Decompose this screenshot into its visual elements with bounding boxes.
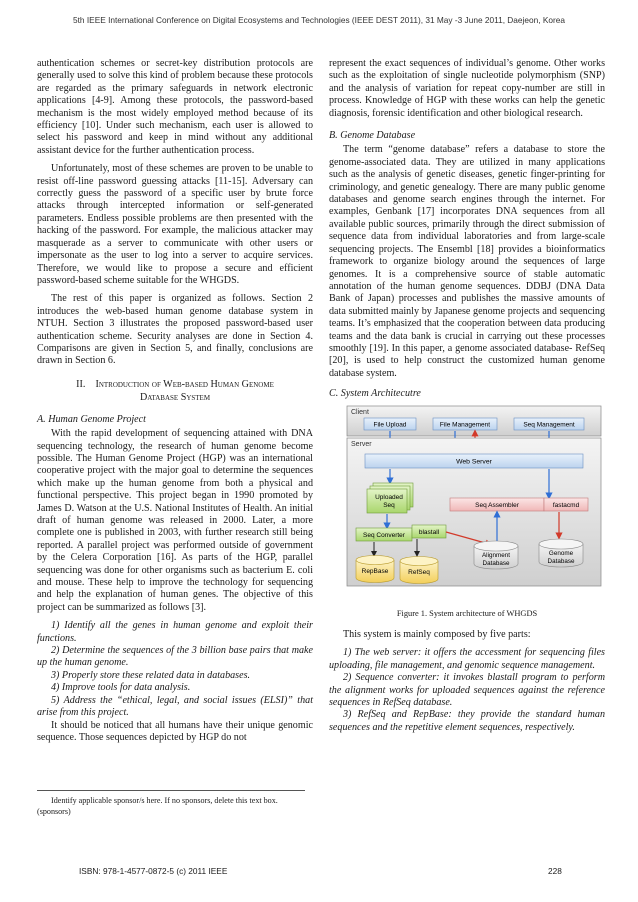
repbase-label: RepBase bbox=[361, 567, 389, 575]
list-item: 2) Sequence converter: it invokes blastall program to perform the alignment works for uploaded sequences against the reference sequences in RefSeq database. bbox=[329, 672, 605, 708]
seq-assembler-label: Seq Assembler bbox=[475, 501, 519, 509]
section-number: II. bbox=[76, 378, 86, 390]
right-column bbox=[329, 58, 605, 734]
uploaded-seq-label2: Seq bbox=[383, 501, 395, 509]
subsection-heading: C. System Architecutre bbox=[329, 388, 421, 400]
paragraph: Unfortunately, most of these schemes are proven to be unable to resist off-line password guessing attacks [11-15]. Adversary can correctly guess the password of a specific user by brute force attacks through intercepted information or self-generated parameters. Endless possible problems are then presented with the hacking of the password. For example, the malicious attacker may masquerade as a server to communicate with other users or impersonate as the user to log into a server to acquire services. Therefore, we would like to propose a secure and efficient password-based scheme suitable for the WHGDS. bbox=[37, 163, 313, 286]
fastacmd-label: fastacmd bbox=[552, 501, 580, 509]
alignment-db-label2: Database bbox=[482, 559, 510, 567]
list-item: 3) RefSeq and RepBase: they provide the standard human sequences and the repetitive element sequences, respectively. bbox=[329, 709, 605, 733]
server-label: Server bbox=[351, 440, 372, 448]
alignment-db-label1: Alignment bbox=[481, 551, 511, 559]
paragraph: With the rapid development of sequencing attained with DNA sequencing technology, the research of human genome become possible. The Human Genome Project (HGP) was an international cooperative project with the major goal to determine the sequences which make up the human genome from both a physical and functional perspective. This project began in 1990 promoted by James D. Watson at the U.S. National Institutes of Health. An initial draft of human genome was released in 2000. Later, a more complete one is published in 2003, with further research still being reported. A parallel project was performed outside of government by the Celera Corporation [16]. As parts of the HGP, parallel sequencing was done for other organisms such as bacterium E. coli and mouse. These help to improve the technology for sequencing and help the explanation of human genes. The objective of this project can be summarized as follows [3]. bbox=[37, 428, 313, 613]
section-title-line2: Database System bbox=[139, 391, 211, 403]
isbn-footer: ISBN: 978-1-4577-0872-5 (c) 2011 IEEE bbox=[79, 866, 228, 876]
paragraph: represent the exact sequences of individual’s genome. Other works such as the exploitation of single nucleotide polymorphism (SNP) and the analysis of variation for repeat copy-number are still in process. Knowledge of HGP with these works can help the genetic diagnosis, forensic identification and other biological research. bbox=[329, 58, 605, 119]
subsection-heading: A. Human Genome Project bbox=[37, 413, 146, 425]
system-architecture-figure bbox=[329, 404, 605, 602]
list-item: 2) Determine the sequences of the 3 billion base pairs that make up the human genome. bbox=[37, 645, 313, 669]
blastall-label: blastall bbox=[418, 528, 440, 536]
running-header: 5th IEEE International Conference on Digital Ecosystems and Technologies (IEEE DEST 2011), 31 May -3 June 2011, Daejeon, Korea bbox=[73, 15, 565, 25]
paragraph: authentication schemes or secret-key distribution protocols are generally used to solve this kind of problem because these protocols are regarded as the primary safeguards in network electronic applications [4-9]. Among these protocols, the password-based mechanism is the most widely employed method because of its efficiency [10]. Under such mechanism, each user is allowed to select his password and keep in mind without any additional assistant device for the further authentication process. bbox=[37, 58, 313, 156]
web-server-label: Web Server bbox=[456, 458, 492, 466]
genome-db-label2: Database bbox=[547, 557, 575, 565]
footnote-line1: Identify applicable sponsor/s here. If no sponsors, delete this text box. bbox=[51, 796, 278, 805]
left-column bbox=[37, 58, 313, 744]
list-item: 3) Properly store these related data in databases. bbox=[51, 669, 251, 681]
figure-caption: Figure 1. System architecture of WHGDS bbox=[396, 608, 538, 618]
paragraph: This system is mainly composed by five parts: bbox=[343, 628, 531, 640]
seq-converter-label: Seq Converter bbox=[363, 531, 405, 539]
paragraph: The rest of this paper is organized as follows. Section 2 introduces the web-based human genome database system in NTUH. Section 3 illustrates the proposed password-based user authentication scheme. Security analyses are done in Section 4. Comparisons are given in Section 5, and finally, conclusions are drawn in Section 6. bbox=[37, 293, 313, 367]
refseq-label: RefSeq bbox=[408, 568, 430, 576]
seq-management-label: Seq Management bbox=[523, 421, 575, 429]
list-item: 1) The web server: it offers the accessment for sequencing files uploading, file management, and genomic sequence management. bbox=[329, 647, 605, 671]
page-number: 228 bbox=[548, 866, 562, 876]
client-label: Client bbox=[351, 408, 369, 416]
paragraph: It should be noticed that all humans have their unique genomic sequence. Those sequences depicted by HGP do not bbox=[37, 719, 313, 743]
uploaded-seq-label1: Uploaded bbox=[375, 493, 403, 501]
footnote-line2: (sponsors) bbox=[37, 807, 71, 816]
uploaded-seq-box bbox=[367, 489, 407, 513]
file-upload-label: File Upload bbox=[373, 421, 407, 429]
footnote bbox=[37, 795, 305, 817]
file-management-label: File Management bbox=[439, 421, 491, 429]
list-item: 1) Identify all the genes in human genome and exploit their functions. bbox=[37, 620, 313, 644]
list-item: 4) Improve tools for data analysis. bbox=[51, 682, 191, 694]
section-title-line1: Introduction of Web-based Human Genome bbox=[95, 378, 274, 390]
section-heading bbox=[37, 378, 313, 404]
architecture-diagram bbox=[329, 404, 605, 602]
footnote-rule bbox=[37, 790, 305, 791]
subsection-heading: B. Genome Database bbox=[329, 130, 416, 142]
genome-db-label1: Genome bbox=[548, 549, 574, 557]
paragraph: The term “genome database” refers a database to store the genome-associated data. They are utilized in many applications such as the analysis of genetic diseases, genetic finger-printing for criminology, and genetic genealogy. There are many public genome databases and genome search engines through the internet. For examples, Genbank [17] incorporates DNA sequences from all available public sources, primarily through the direct submission of sequence data from individual laboratories and from large-scale sequencing projects. The Ensembl [18] provides a bioinformatics framework to organize biology around the sequences of large genomes. It is a comprehensive source of stable automatic annotation of the human genome sequences. DDBJ (DNA Data Bank of Japan) processes and publishes the massive amounts of data submitted mainly by Japanese genome projects and sequencing teams. It’s emphasized that the cooperation between data producing teams and the data bank is crucial in carrying out these processes smoothly [19]. In this paper, a genome associated database- RefSeq [20], is used to help construct the customized human genome database system. bbox=[329, 144, 605, 379]
list-item: 5) Address the “ethical, legal, and social issues (ELSI)” that arise from this project. bbox=[37, 694, 313, 719]
